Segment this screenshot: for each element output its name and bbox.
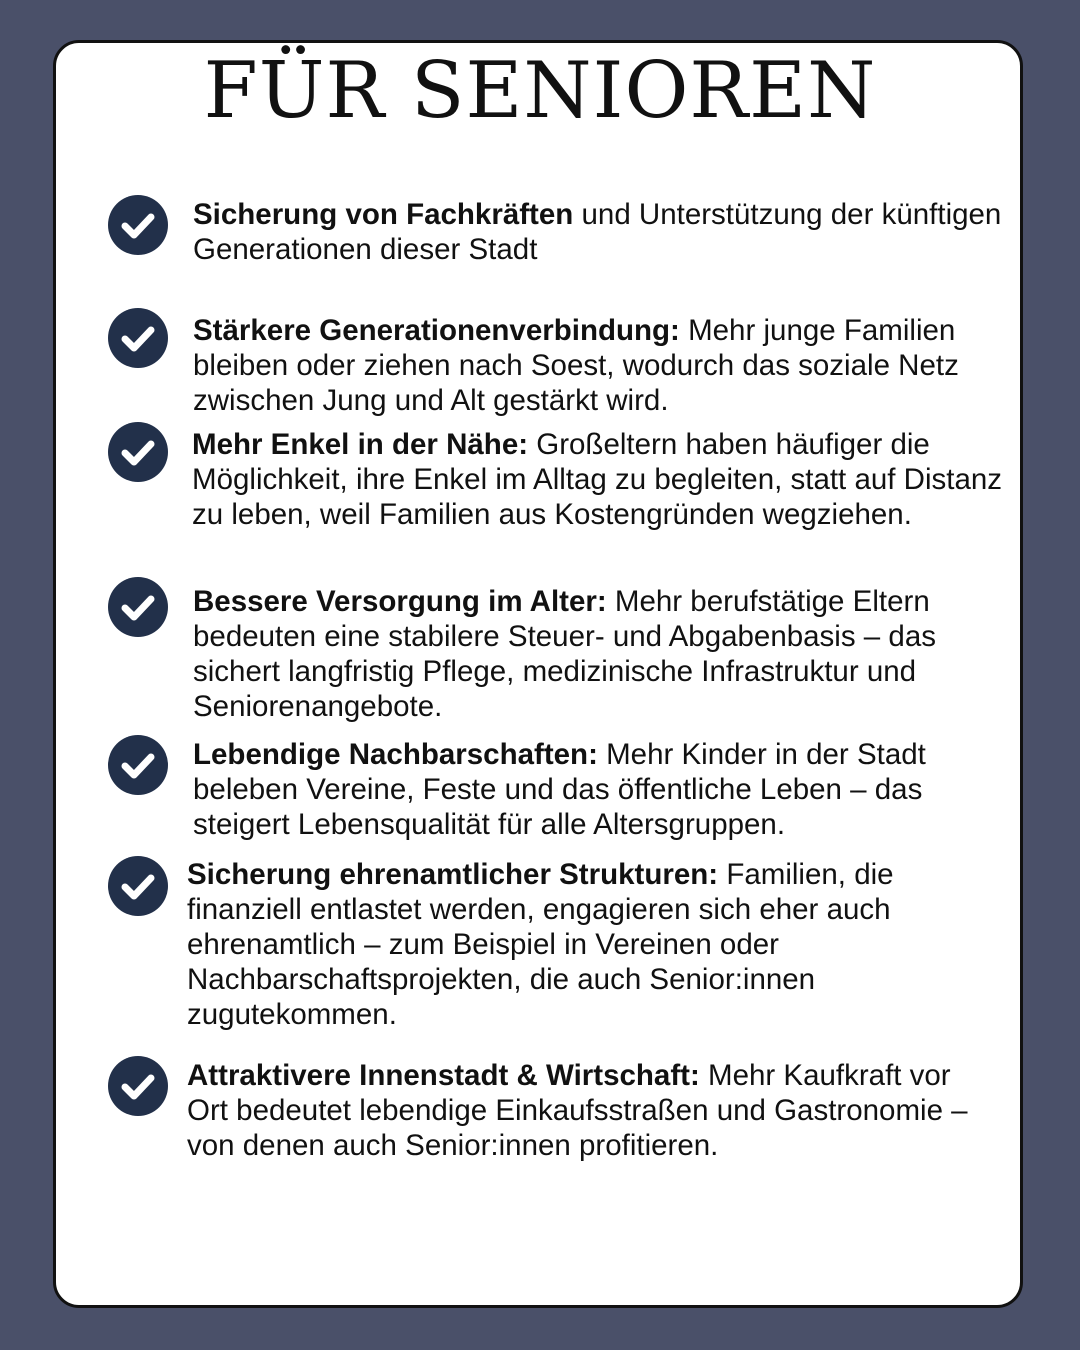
- list-item-body: und Unterstützung der künftigen Generationen dieser Stadt: [193, 198, 1002, 266]
- list-item-text: [187, 1058, 997, 1163]
- check-circle-icon: [108, 735, 168, 795]
- check-circle-icon: [108, 1056, 168, 1116]
- page-title: FÜR SENIOREN: [203, 46, 877, 136]
- check-circle-icon: [108, 577, 168, 637]
- list-item-body: Großeltern haben häufiger die Möglichkeit, ihre Enkel im Alltag zu begleiten, statt auf Distanz zu leben, weil Familien aus Kostengründen wegziehen.: [192, 428, 1003, 531]
- list-item-heading: Sicherung ehrenamtlicher Strukturen:: [187, 858, 719, 891]
- check-circle-icon: [108, 856, 168, 916]
- check-circle-icon: [108, 308, 168, 368]
- list-item-text: [192, 427, 1002, 532]
- check-circle-icon: [108, 422, 168, 482]
- list-item-text: [193, 737, 1003, 842]
- list-item-text: [187, 857, 997, 1032]
- list-item-heading: Sicherung von Fachkräften: [193, 198, 574, 231]
- list-item-heading: Mehr Enkel in der Nähe:: [192, 428, 529, 461]
- list-item-body: Mehr berufstätige Eltern bedeuten eine stabilere Steuer- und Abgabenbasis – das sichert langfristig Pflege, medizinische Infrastruktur und Seniorenangebote.: [193, 585, 936, 723]
- list-item-heading: Bessere Versorgung im Alter:: [193, 585, 607, 618]
- list-item-text: [193, 313, 1003, 418]
- list-item-heading: Attraktivere Innenstadt & Wirtschaft:: [187, 1059, 700, 1092]
- list-item-body: Mehr Kaufkraft vor Ort bedeutet lebendige Einkaufsstraßen und Gastronomie – von denen auch Senior:innen profitieren.: [187, 1059, 968, 1162]
- list-item-body: Familien, die finanziell entlastet werden, engagieren sich eher auch ehrenamtlich – zum Beispiel in Vereinen oder Nachbarschaftsprojekten, die auch Senior:innen zugutekommen.: [187, 858, 894, 1031]
- list-item-heading: Lebendige Nachbarschaften:: [193, 738, 598, 771]
- list-item-text: [193, 584, 1003, 724]
- list-item-heading: Stärkere Generationenverbindung:: [193, 314, 680, 347]
- list-item-body: Mehr Kinder in der Stadt beleben Vereine, Feste und das öffentliche Leben – das steigert Lebensqualität für alle Altersgruppen.: [193, 738, 926, 841]
- list-item-text: [193, 197, 1003, 267]
- check-circle-icon: [108, 195, 168, 255]
- list-item-body: Mehr junge Familien bleiben oder ziehen nach Soest, wodurch das soziale Netz zwischen Jung und Alt gestärkt wird.: [193, 314, 959, 417]
